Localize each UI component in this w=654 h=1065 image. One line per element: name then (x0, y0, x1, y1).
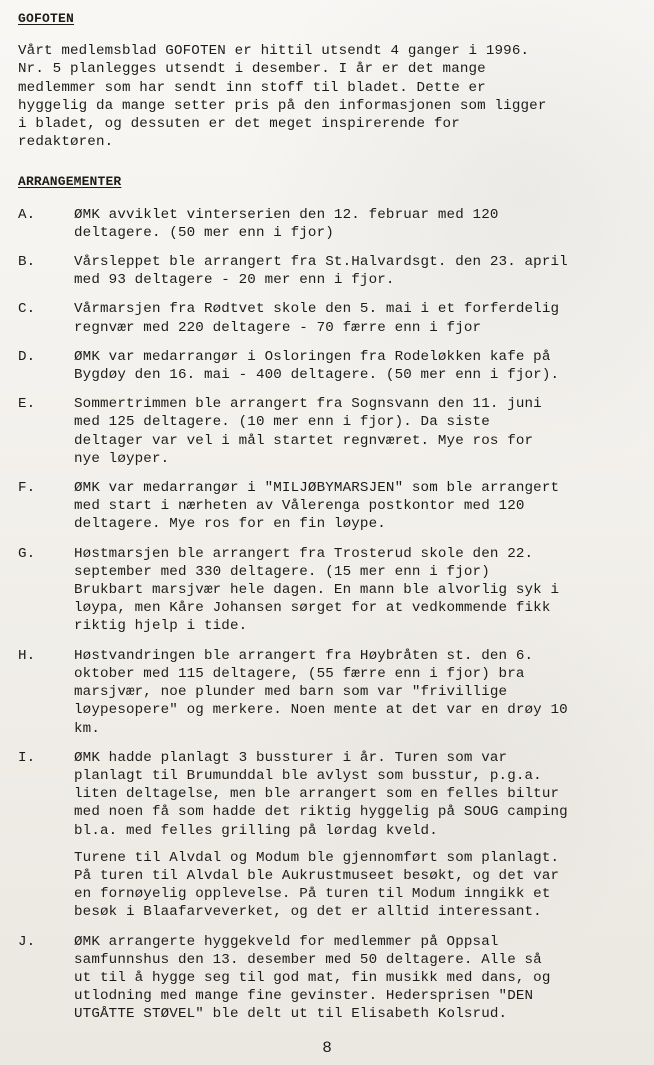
item-text: ØMK avviklet vinterserien den 12. februar med 120 deltagere. (50 mer enn i fjor) (74, 206, 499, 241)
list-item (18, 479, 640, 534)
document-content (18, 10, 640, 1035)
item-text: Høstvandringen ble arrangert fra Høybråten st. den 6. oktober med 115 deltagere, (55 færre enn i fjor) bra marsjvær, noe plunder med barn som var "frivillige løypesopere" og merkere. Noen mente at det var en drøy 10 km. (74, 647, 568, 737)
document-title: GOFOTEN (18, 11, 75, 26)
item-text: ØMK hadde planlagt 3 bussturer i år. Turen som var planlagt til Brumunddal ble avlyst som busstur, p.g.a. liten deltagelse, men ble arrangert som en felles biltur med noen få som hadde det riktig hyggelig på SOUG camping bl.a. med felles grilling på lørdag kveld. (74, 749, 568, 839)
list-item (18, 253, 640, 289)
item-text: ØMK var medarrangør i Osloringen fra Rodeløkken kafe på Bygdøy den 16. mai - 400 deltagere. (50 mer enn i fjor). (74, 348, 560, 384)
page-number: 8 (322, 1039, 332, 1057)
list-item (18, 300, 640, 336)
item-text: Vårsleppet ble arrangert fra St.Halvardsgt. den 23. april med 93 deltagere - 20 mer enn i fjor. (74, 254, 568, 289)
item-text: ØMK arrangerte hyggekveld for medlemmer på Oppsal samfunnshus den 13. desember med 50 deltagere. Alle så ut til å hygge seg til god mat, fin musikk med dans, og utlodning med mange fine gevinster. Hedersprisen "DEN UTGÅTTE STØVEL" ble delt ut til Elisabeth Kolsrud. (74, 933, 551, 1023)
list-item (18, 206, 640, 242)
list-item (18, 395, 640, 468)
list-item (18, 348, 640, 384)
item-letter: F. (18, 480, 36, 497)
item-letter: D. (18, 348, 36, 365)
item-letter: C. (18, 301, 36, 318)
intro-paragraph: Vårt medlemsblad GOFOTEN er hittil utsendt 4 ganger i 1996. Nr. 5 planlegges utsendt i desember. I år er det mange medlemmer som har sendt inn stoff til bladet. Dette er hyggelig da mange setter pris på den informasjonen som ligger i bladet, og dessuten er det meget inspirerende for redaktøren. (18, 43, 547, 151)
item-text: ØMK var medarrangør i "MILJØBYMARSJEN" som ble arrangert med start i nærheten av Vålerenga postkontor med 120 deltagere. Mye ros for en fin løype. (74, 480, 560, 533)
item-text: Turene til Alvdal og Modum ble gjennomført som planlagt. På turen til Alvdal ble Aukrustmuseet besøkt, og det var en fornøyelig opplevelse. På turen til Modum inngikk et besøk i Blaafarveverket, og det er alltid interessant. (74, 849, 560, 921)
list-item (18, 749, 640, 840)
item-letter: J. (18, 933, 36, 950)
item-letter: E. (18, 396, 36, 413)
item-letter: H. (18, 647, 36, 664)
list-item-continuation (18, 849, 640, 922)
item-text: Høstmarsjen ble arrangert fra Trosterud skole den 22. september med 330 deltagere. (15 mer enn i fjor) Brukbart marsjvær hele dagen. En mann ble alvorlig syk i løypa, men Kåre Johansen sørget for at vedkommende fikk riktig hjelp i tide. (74, 545, 560, 635)
item-text: Sommertrimmen ble arrangert fra Sognsvann den 11. juni med 125 deltagere. (10 mer enn i fjor). Da siste deltager var vel i mål startet regnværet. Mye ros for nye løyper. (74, 396, 542, 467)
item-letter: I. (18, 749, 36, 766)
item-letter: B. (18, 254, 36, 271)
list-item (18, 545, 640, 636)
list-item (18, 647, 640, 738)
item-letter: G. (18, 545, 36, 562)
item-letter: A. (18, 206, 36, 223)
list-item (18, 933, 640, 1024)
item-text: Vårmarsjen fra Rødtvet skole den 5. mai i et forferdelig regnvær med 220 deltagere - 70 færre enn i fjor (74, 301, 560, 336)
section-title: ARRANGEMENTER (18, 174, 122, 190)
